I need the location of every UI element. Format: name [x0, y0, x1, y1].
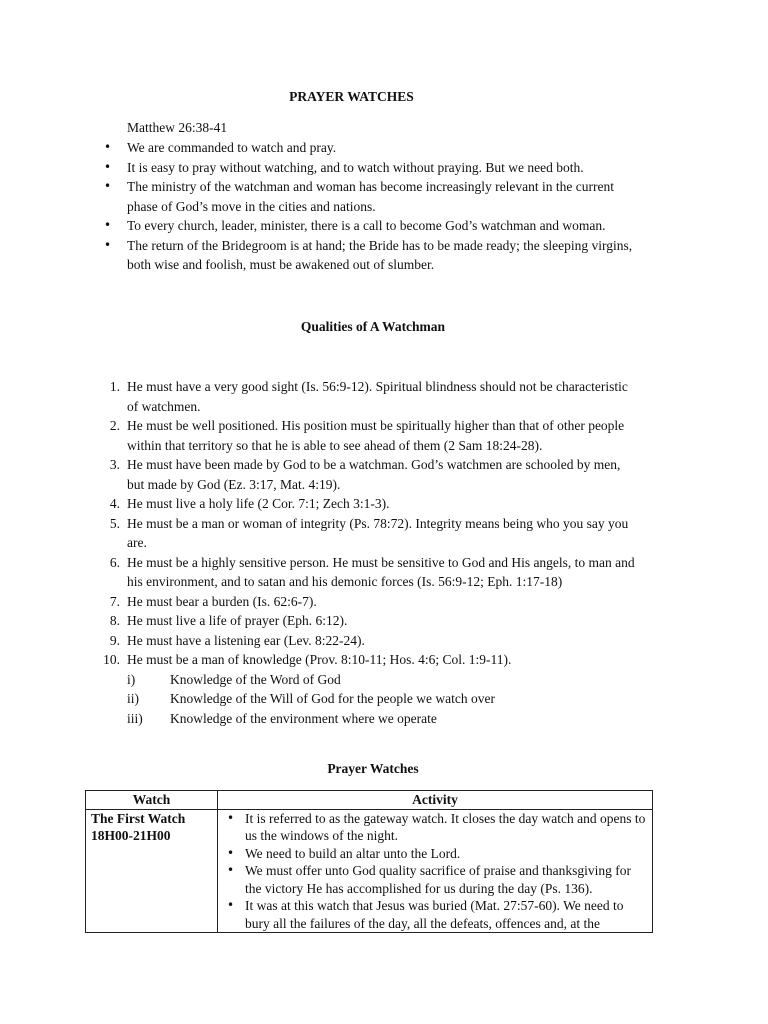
list-item [0, 494, 640, 514]
intro-bullet-list [0, 138, 640, 275]
scripture-reference: Matthew 26:38-41 [127, 120, 228, 135]
list-item [0, 553, 640, 592]
item-text: Knowledge of the Word of God [170, 671, 341, 687]
prayer-watches-heading: Prayer Watches [327, 761, 419, 776]
item-number: ii) [127, 691, 139, 706]
qualities-list [0, 377, 640, 728]
item-text: He must live a holy life (2 Cor. 7:1; Zech 3:1-3). [127, 496, 390, 511]
list-item: • It is easy to pray without watching, and to watch without praying. But we need both. [0, 158, 640, 178]
item-text: He must be a highly sensitive person. He must be sensitive to God and His angels, to man and his environment, and to satan and his demonic forces (Is. 56:9-12; Eph. 1:17-18) [127, 554, 635, 589]
watch-time: 18H00-21H00 [91, 828, 171, 843]
activity-list [223, 810, 647, 933]
item-text: He must have a listening ear (Lev. 8:22-24). [127, 632, 365, 648]
table-row [86, 809, 653, 933]
list-item [0, 514, 640, 553]
item-text: He must bear a burden (Is. 62:6-7). [127, 593, 317, 609]
column-header-watch: Watch [86, 791, 218, 810]
column-header-activity: Activity [218, 791, 653, 810]
list-item: • The ministry of the watchman and woman has become increasingly relevant in the current phase of God’s move in the cities and nations. [0, 177, 640, 216]
item-number: 2. [109, 418, 120, 433]
list-item: • The return of the Bridegroom is at hand; the Bride has to be made ready; the sleeping virgins, both wise and foolish, must be awakened out of slumber. [0, 236, 640, 275]
list-item [127, 689, 640, 709]
item-number: 8. [109, 613, 120, 628]
item-number: 9. [109, 632, 120, 648]
list-item: • It was at this watch that Jesus was buried (Mat. 27:57-60). We need to bury all the failures of the day, all the defeats, offences and, at the [223, 897, 647, 932]
list-item [0, 631, 640, 651]
table-header-row [86, 791, 653, 810]
prayer-watches-table [85, 790, 653, 933]
knowledge-sublist [127, 670, 640, 729]
list-item [127, 670, 640, 690]
item-text: He must be a man or woman of integrity (Ps. 78:72). Integrity means being who you say you are. [127, 515, 629, 550]
qualities-heading: Qualities of A Watchman [300, 319, 446, 334]
activity-cell [218, 809, 653, 933]
list-item [0, 650, 640, 728]
document-title: PRAYER WATCHES [289, 89, 414, 104]
item-text: He must have a very good sight (Is. 56:9-12). Spiritual blindness should not be characteristic of watchmen. [127, 379, 628, 414]
item-text: Knowledge of the Will of God for the people we watch over [170, 691, 495, 706]
item-text: He must have been made by God to be a watchman. God’s watchmen are schooled by men, but made by God (Ez. 3:17, Mat. 4:19). [127, 457, 621, 492]
list-item: • To every church, leader, minister, there is a call to become God’s watchman and woman. [0, 216, 640, 236]
list-item: • We need to build an altar unto the Lord. [223, 845, 647, 863]
list-item [0, 377, 640, 416]
item-text: He must live a life of prayer (Eph. 6:12). [127, 613, 348, 628]
item-number: 7. [109, 593, 120, 609]
item-number: 10. [103, 652, 120, 667]
list-item [127, 709, 640, 729]
item-number: iii) [127, 710, 143, 726]
item-number: i) [127, 671, 136, 687]
item-number: 6. [109, 554, 120, 570]
list-item [0, 416, 640, 455]
item-number: 3. [109, 457, 120, 472]
watch-cell [86, 809, 218, 933]
item-text: Knowledge of the environment where we operate [170, 710, 437, 726]
item-number: 4. [109, 496, 120, 511]
item-number: 5. [109, 515, 120, 531]
list-item [0, 611, 640, 631]
item-number: 1. [109, 379, 120, 394]
list-item: • We must offer unto God quality sacrifice of praise and thanksgiving for the victory He has accomplished for us during the day (Ps. 136). [223, 862, 647, 897]
item-text: He must be a man of knowledge (Prov. 8:10-11; Hos. 4:6; Col. 1:9-11). [127, 652, 512, 667]
list-item: • We are commanded to watch and pray. [0, 138, 640, 158]
watch-name: The First Watch [91, 810, 186, 826]
list-item [0, 455, 640, 494]
list-item: • It is referred to as the gateway watch. It closes the day watch and opens to us the windows of the night. [223, 810, 647, 845]
list-item [0, 592, 640, 612]
item-text: He must be well positioned. His position must be spiritually higher than that of other people within that territory so that he is able to see ahead of them (2 Sam 18:24-28). [127, 418, 625, 453]
